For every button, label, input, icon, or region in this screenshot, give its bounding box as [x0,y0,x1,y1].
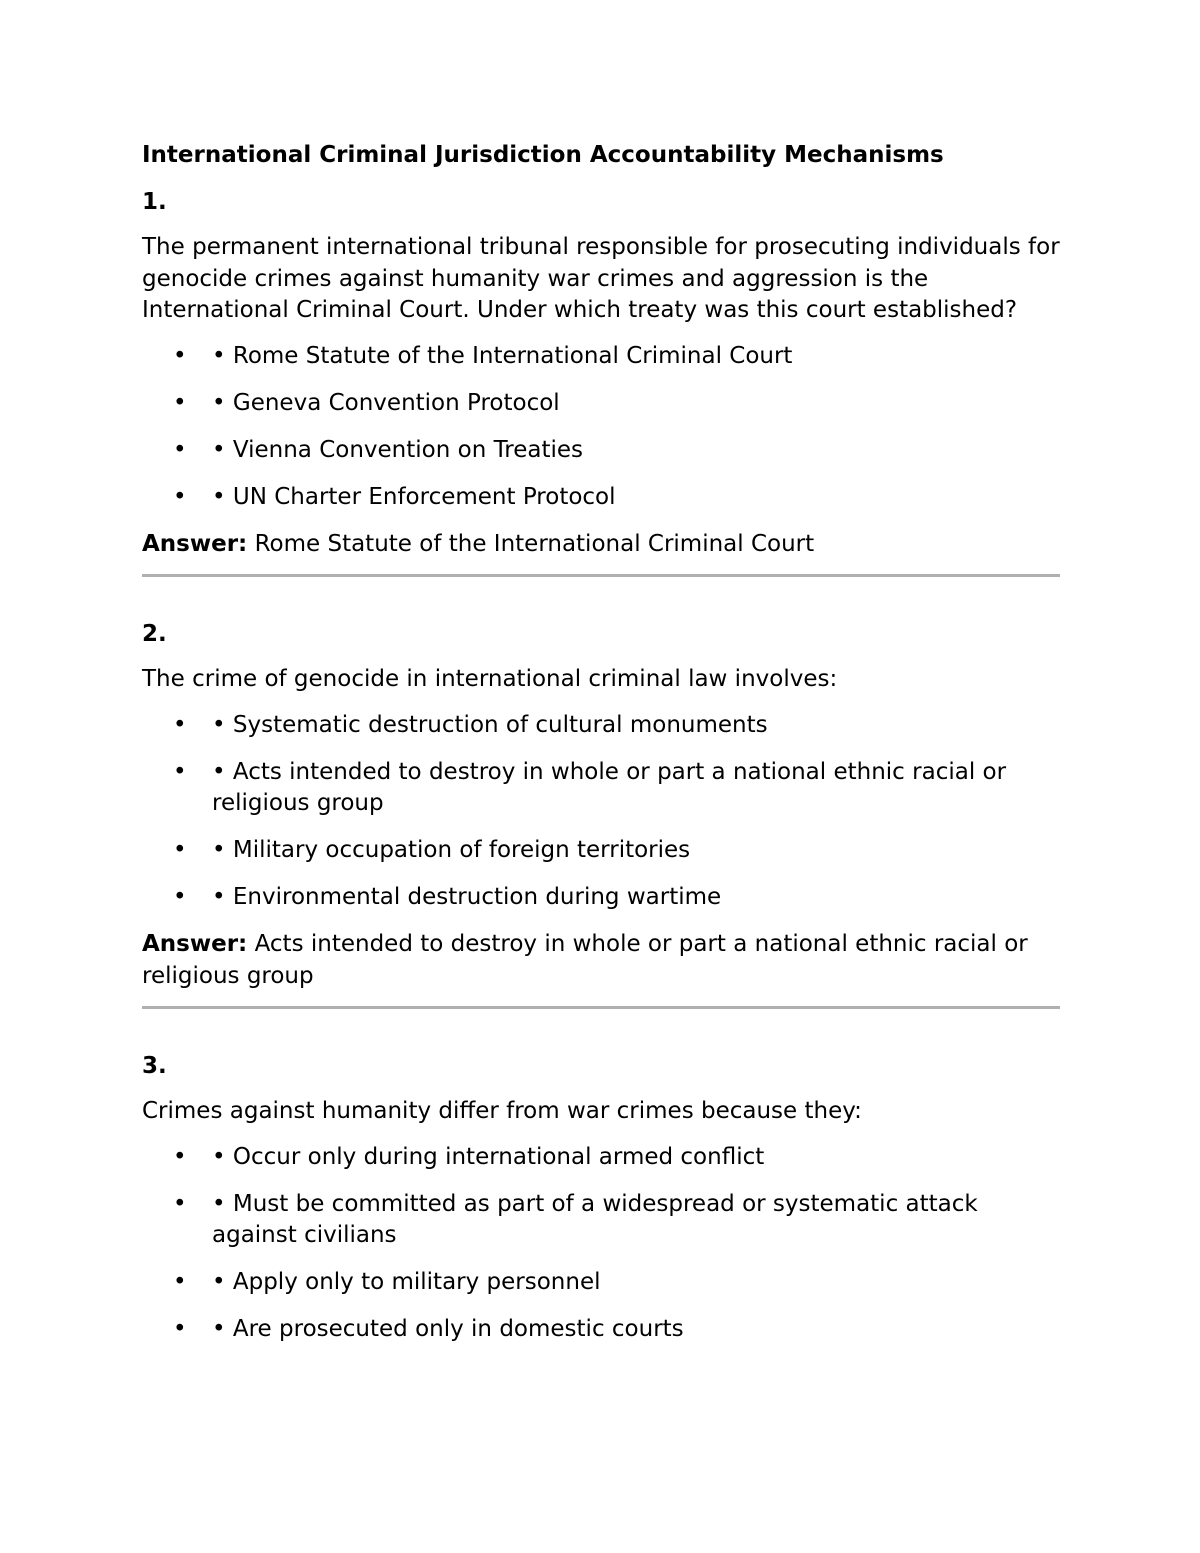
answer-label: Answer: [142,530,248,557]
option-item [142,388,1060,420]
answer-line [142,929,1060,992]
bullet-icon: • [173,837,187,863]
question-2 [142,617,1060,1009]
option-list [142,710,1060,914]
option-text: • Occur only during international armed conflict [212,1143,765,1170]
bullet-icon: • [173,342,187,369]
bullet-icon: • [173,1190,187,1217]
option-text: • Must be committed as part of a widespread or systematic attack against civilians [212,1190,978,1248]
bullet-icon: • [173,884,187,910]
option-text: • Apply only to military personnel [212,1269,601,1295]
bullet-icon: • [173,711,187,738]
option-text: • Are prosecuted only in domestic courts [212,1316,684,1342]
question-number: 2. [142,621,167,647]
question-number: 1. [142,189,167,215]
option-item [142,435,1060,467]
question-divider [142,1006,1060,1009]
bullet-icon: • [173,436,187,463]
option-item [142,1189,1060,1252]
option-item [142,710,1060,742]
bullet-icon: • [173,1143,187,1170]
option-item [142,835,1060,867]
document-title: International Criminal Jurisdiction Accountability Mechanisms [142,142,944,168]
option-item [142,482,1060,514]
option-text: • Environmental destruction during wartime [212,884,722,910]
question-divider [142,574,1060,577]
bullet-icon: • [173,758,187,785]
option-item [142,341,1060,373]
answer-label: Answer: [142,931,248,957]
option-text: • Rome Statute of the International Criminal Court [212,342,793,369]
document-page [142,138,1060,1361]
answer-text: Rome Statute of the International Criminal Court [254,530,815,557]
option-list [142,1142,1060,1346]
bullet-icon: • [173,483,187,510]
option-item [142,1314,1060,1346]
option-list [142,341,1060,514]
question-1 [142,185,1060,577]
question-3 [142,1049,1060,1346]
option-text: • Military occupation of foreign territories [212,837,691,863]
option-item [142,1267,1060,1299]
option-text: • Vienna Convention on Treaties [212,436,583,463]
option-text: • UN Charter Enforcement Protocol [212,483,616,510]
answer-text: Acts intended to destroy in whole or part a national ethnic racial or religious group [142,931,1028,989]
option-text: • Systematic destruction of cultural monuments [212,711,768,738]
option-item [142,882,1060,914]
option-text: • Acts intended to destroy in whole or part a national ethnic racial or religious group [212,758,1007,816]
bullet-icon: • [173,1269,187,1295]
option-item [142,757,1060,820]
question-text: The permanent international tribunal responsible for prosecuting individuals for genocide crimes against humanity war crimes and aggression is the International Criminal Court. Under which treaty was this court established? [142,234,1060,323]
option-item [142,1142,1060,1174]
bullet-icon: • [173,389,187,416]
answer-line [142,529,1060,561]
option-text: • Geneva Convention Protocol [212,389,560,416]
bullet-icon: • [173,1316,187,1342]
question-text: The crime of genocide in international criminal law involves: [142,666,838,692]
question-number: 3. [142,1053,167,1079]
question-text: Crimes against humanity differ from war crimes because they: [142,1098,862,1124]
